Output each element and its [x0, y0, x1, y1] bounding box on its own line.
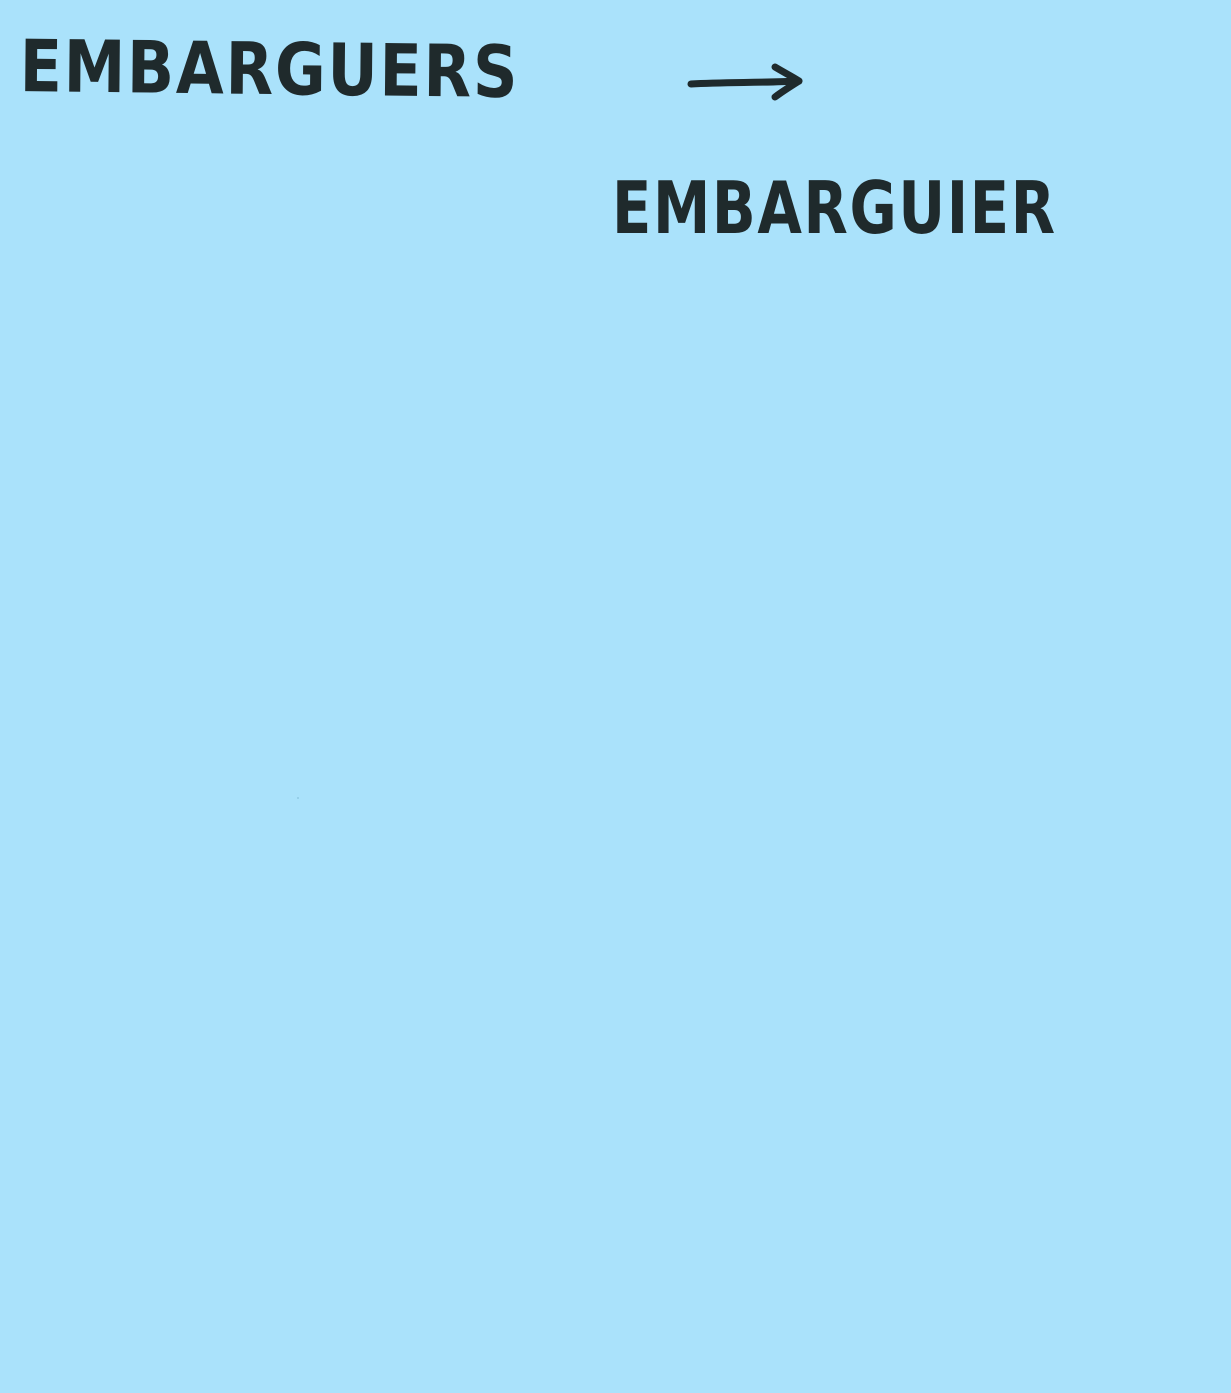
right-arrow-icon — [685, 55, 805, 105]
paper-speck — [297, 797, 299, 799]
handwritten-word-embarguier: EMBARGUIER — [612, 166, 1057, 250]
handwritten-word-embarguers: EMBARGUERS — [19, 24, 520, 115]
